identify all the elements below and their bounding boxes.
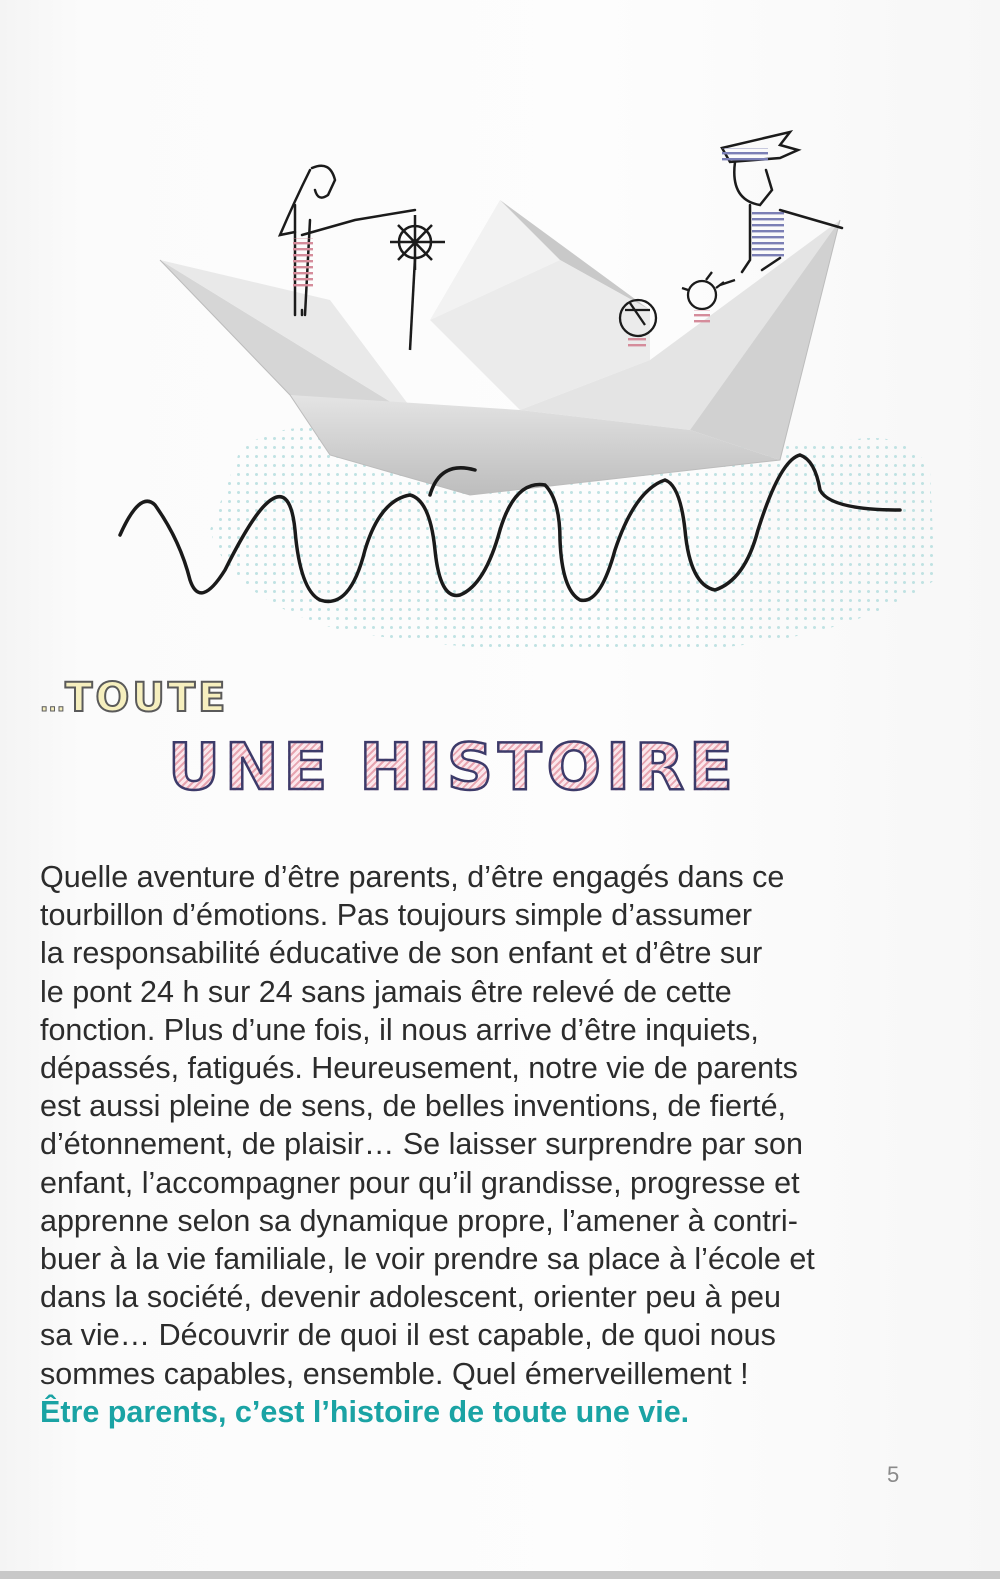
ship-wheel [390,215,445,350]
body-line: dans la société, devenir adolescent, orienter peu à peu [40,1280,781,1315]
body-line: tourbillon d’émotions. Pas toujours simple d’assumer [40,898,752,933]
body-line: dépassés, fatigués. Heureusement, notre vie de parents [40,1051,798,1086]
body-line: est aussi pleine de sens, de belles inventions, de fierté, [40,1089,787,1124]
mother-figure [280,166,415,315]
body-line: apprenne selon sa dynamique propre, l’amener à contri- [40,1203,798,1238]
heading-prefix-dots: ... [40,692,66,717]
heading-une-histoire: UNE HISTOIRE [168,728,738,808]
body-line: sa vie… Découvrir de quoi il est capable, de quoi nous [40,1318,776,1353]
page-bottom-edge [0,1571,1000,1579]
body-line: d’étonnement, de plaisir… Se laisser surprendre par son [40,1127,803,1162]
body-line: enfant, l’accompagner pour qu’il grandisse, progresse et [40,1165,800,1200]
heading-toute [40,668,228,735]
body-line: la responsabilité éducative de son enfant et d’être sur [40,936,763,971]
body-line: Quelle aventure d’être parents, d’être engagés dans ce [40,860,785,894]
body-paragraph [40,858,900,1431]
body-line: sommes capables, ensemble. Quel émerveillement ! [40,1356,749,1391]
paper-boat-illustration [90,110,950,680]
page-number: 5 [887,1462,900,1487]
body-line: le pont 24 h sur 24 sans jamais être relevé de cette [40,974,732,1009]
body-line: fonction. Plus d’une fois, il nous arrive d’être inquiets, [40,1012,759,1047]
heading-line1: TOUTE [65,675,229,721]
body-line: buer à la vie familiale, le voir prendre sa place à l’école et [40,1242,815,1277]
highlight-sentence: Être parents, c’est l’histoire de toute une vie. [40,1394,690,1429]
